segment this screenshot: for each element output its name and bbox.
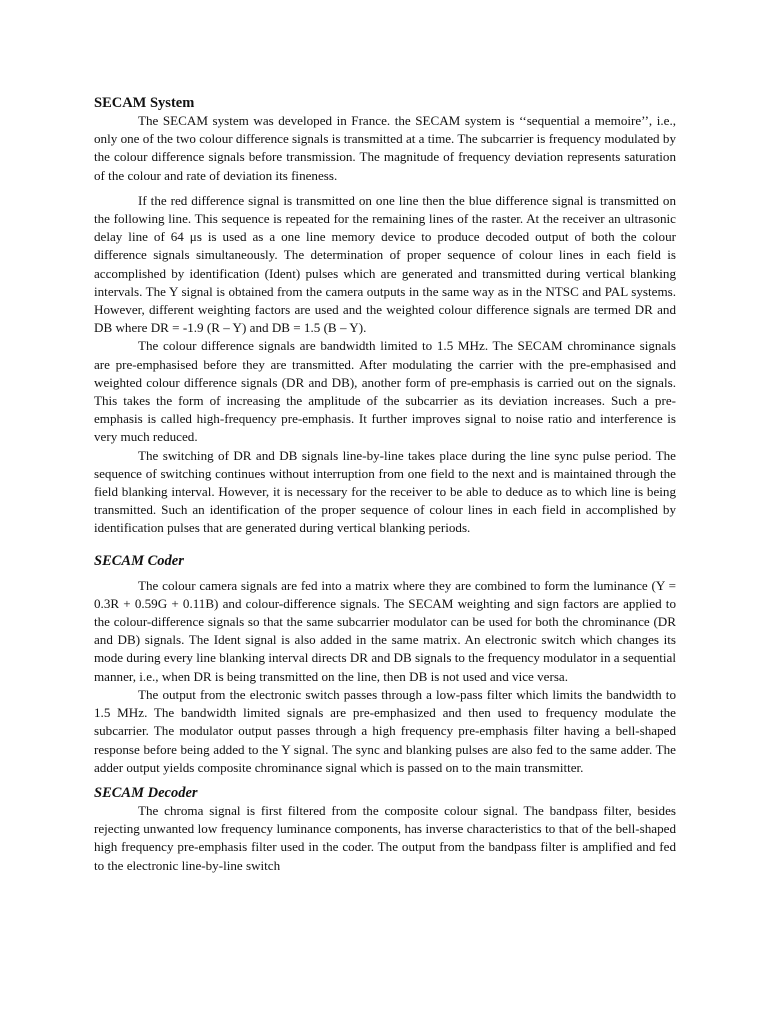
- paragraph: The colour difference signals are bandwidth limited to 1.5 MHz. The SECAM chrominance signals are pre-emphasised before they are transmitted. After modulating the carrier with the pre-emphasised and weighted colour difference signals (DR and DB), another form of pre-emphasis is carried out on the signals. This takes the form of increasing the amplitude of the subcarrier as its deviation increases. Such a pre-emphasis is called high-frequency pre-emphasis. It further improves signal to noise ratio and interference is very much reduced.: [94, 338, 676, 445]
- document-body: [94, 94, 676, 875]
- paragraph: If the red difference signal is transmitted on one line then the blue difference signal is transmitted on the following line. This sequence is repeated for the remaining lines of the raster. At the receiver an ultrasonic delay line of 64 μs is used as a one line memory device to produce decoded output of both the colour difference signals simultaneously. The determination of proper sequence of colour lines in each field is accomplished by identification (Ident) pulses which are generated and transmitted during vertical blanking intervals. The Y signal is obtained from the camera outputs in the same way as in the NTSC and PAL systems. However, different weighting factors are used and the weighted colour difference signals are termed DR and DB where DR = -1.9 (R – Y) and DB = 1.5 (B – Y).: [94, 192, 676, 336]
- section-heading-secam-decoder: SECAM Decoder: [94, 784, 198, 801]
- section-heading-secam-system: SECAM System: [94, 95, 195, 111]
- paragraph: The colour camera signals are fed into a matrix where they are combined to form the luminance (Y = 0.3R + 0.59G + 0.11B) and colour-difference signals. The SECAM weighting and sign factors are applied to the colour-difference signals so that the same subcarrier modulator can be used for both the chrominance (DR and DB) signals. The Ident signal is also added in the same matrix. An electronic switch which changes its mode during every line blanking interval directs DR and DB signals to the frequency modulator in a sequential manner, i.e., when DR is being transmitted on the line, then DB is not used and vice versa.: [94, 577, 676, 684]
- paragraph: The chroma signal is first filtered from the composite colour signal. The bandpass filter, besides rejecting unwanted low frequency luminance components, has inverse characteristics to that of the bell-shaped high frequency pre-emphasis filter used in the coder. The output from the bandpass filter is amplified and fed to the electronic line-by-line switch: [94, 802, 676, 873]
- section-heading-secam-coder: SECAM Coder: [94, 552, 184, 569]
- paragraph: The SECAM system was developed in France. the SECAM system is ‘‘sequential a memoire’’, i.e., only one of the two colour difference signals is transmitted at a time. The subcarrier is frequency modulated by the colour difference signals before transmission. The magnitude of frequency deviation represents saturation of the colour and rate of deviation its fineness.: [94, 113, 676, 183]
- paragraph: The output from the electronic switch passes through a low-pass filter which limits the bandwidth to 1.5 MHz. The bandwidth limited signals are pre-emphasized and then used to frequency modulate the subcarrier. The modulator output passes through a high frequency pre-emphasis filter having a bell-shaped response before being added to the Y signal. The sync and blanking pulses are also fed to the same adder. The adder output yields composite chrominance signal which is passed on to the main transmitter.: [94, 686, 676, 775]
- paragraph: The switching of DR and DB signals line-by-line takes place during the line sync pulse period. The sequence of switching continues without interruption from one field to the next and is maintained through the field blanking interval. However, it is necessary for the receiver to be able to deduce as to which line is being transmitted. Such an identification of the proper sequence of colour lines in each field in accomplished by identification pulses that are generated during vertical blanking periods.: [94, 447, 676, 536]
